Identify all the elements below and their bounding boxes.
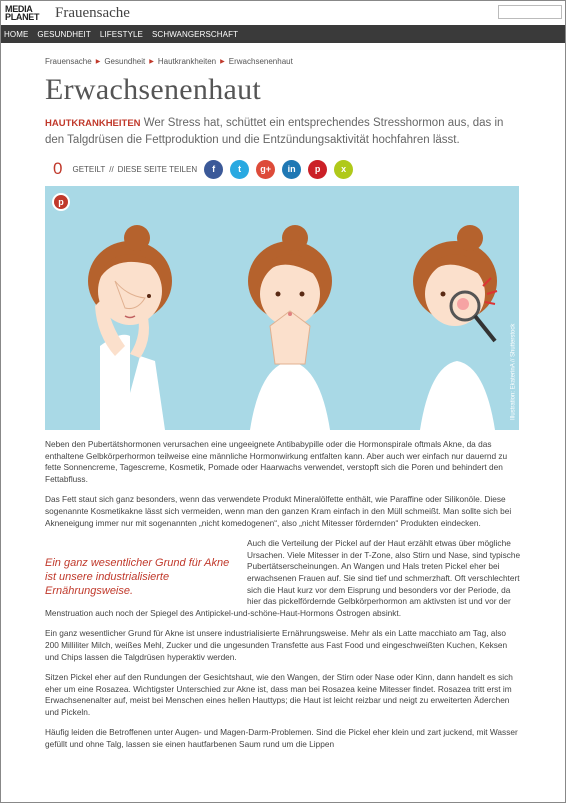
facebook-icon[interactable]: f <box>204 160 223 179</box>
site-name[interactable]: Frauensache <box>55 4 130 21</box>
acne-illustration <box>45 186 519 430</box>
breadcrumb-item[interactable]: Frauensache <box>45 56 92 66</box>
article-content <box>45 55 521 751</box>
article-paragraph: Neben den Pubertätshormonen verursachen eine ungeeignete Antibabypille oder die Hormonspirale oftmals Akne, da das enthaltene Gelbkörperhormon teilweise eine männliche Hormonwirkung entfalten kann. Aber auch wer einfach nur dauernd zu fette Sonnencreme, Tagescreme, Kosmetik, Pomade oder Haarwachs verwendet, verstopft sich die Poren und behindert den Fettabfluss. <box>45 439 508 484</box>
logo-line-1: MEDIA <box>5 4 33 14</box>
breadcrumb-item[interactable]: Gesundheit <box>104 56 146 66</box>
article-paragraph: Auch die Verteilung der Pickel auf der Haut erzählt etwas über mögliche Ursachen. Viele Mitesser in der T-Zone, also Stirn und Nase, sind typische Pubertätserscheinungen. An Wangen und Hals treten Pickel eher bei erwachsenen Frauen auf. Sie sind tief und schmerzhaft. Oft verschlechtert sich die Haut kurz vor dem Eisprung und besonders vor der Periode, da hier das pickelfördernde Gelbkörperhormon am aktivsten ist und vor der Menstruation auch noch der Spiegel des Antipickel-und-schöne-Haut-Hormons Östrogen absinkt. <box>45 538 521 618</box>
breadcrumb-item[interactable]: Hautkrankheiten <box>157 56 217 66</box>
xing-icon[interactable]: x <box>334 160 353 179</box>
breadcrumb <box>45 55 521 67</box>
article-paragraph: Häufig leiden die Betroffenen unter Augen- und Magen-Darm-Problemen. Sind die Pickel eher klein und zart juckend, mit Wasser gefüllt und ohne Talg, lassen sie einen hautfarbenen Saum rund um die Lippen <box>45 727 518 750</box>
article-paragraph: Sitzen Pickel eher auf den Rundungen der Gesichtshaut, wie den Wangen, der Stirn oder Nase oder Kinn, dann handelt es sich eher um eine Rosazea. Wichtigster Unterschied zur Akne ist, dass man bei Rosazea keine Mitesser findet. Rosazea tritt erst im Erwachsenenalter auf, meist bei Menschen eines hellen Hauttyps; die Haut ist leicht reizbar und neigt zu erweiterten Äderchen und Pickeln. <box>45 672 513 717</box>
category-kicker: HAUTKRANKHEITEN <box>45 118 141 129</box>
breadcrumb-arrow-icon: ▶ <box>220 58 225 65</box>
nav-item-schwangerschaft[interactable]: SCHWANGERSCHAFT <box>152 29 239 39</box>
share-page-label: DIESE SEITE TEILEN <box>117 164 198 174</box>
shared-label: GETEILT <box>72 164 106 174</box>
share-count: 0 <box>53 159 63 178</box>
page-title: Erwachsenenhaut <box>45 73 262 106</box>
mediaplanet-logo[interactable] <box>5 4 51 22</box>
search-input[interactable] <box>498 5 562 19</box>
article-paragraph: Das Fett staut sich ganz besonders, wenn das verwendete Produkt Mineralölfette enthält, wie Paraffine oder Silikonöle. Diese sogenannte Kosmetikakne lässt sich vermeiden, wenn man den ganzen Kram einfach in den Müll schmeißt. Man sollte sich bei Akneneigung immer nur mit sogenannten „nicht komedogenen“, also „nicht Mitesser fördernden“ Produkten eindecken. <box>45 494 512 528</box>
pinterest-icon[interactable]: p <box>52 193 70 211</box>
hero-illustration <box>45 186 519 430</box>
share-bar <box>45 158 521 180</box>
share-divider: // <box>109 164 114 174</box>
woman-figure-3 <box>413 225 497 430</box>
breadcrumb-item-current[interactable]: Erwachsenenhaut <box>228 56 293 66</box>
pinterest-icon[interactable]: p <box>308 160 327 179</box>
woman-figure-2 <box>248 225 332 430</box>
nav-item-gesundheit[interactable]: GESUNDHEIT <box>37 29 91 39</box>
article-paragraph: Ein ganz wesentlicher Grund für Akne ist unsere industrialisierte Ernährungsweise. Mehr als ein Latte macchiato am Tag, also 200 Milliliter Milch, weißes Mehl, Zucker und die ungesunden Transfette aus Fast Food und eingeschweißten Kuchen, Keksen und Chips lassen die Talgdrüsen hyperaktiv werden. <box>45 628 508 662</box>
lead-text: Wer Stress hat, schüttet ein entsprechendes Stresshormon aus, das in den Talgdrüsen die Fettproduktion und die Entzündungsaktivität hochfahren lässt. <box>45 117 504 146</box>
twitter-icon[interactable]: t <box>230 160 249 179</box>
google-plus-icon[interactable]: g+ <box>256 160 275 179</box>
nav-item-lifestyle[interactable]: LIFESTYLE <box>99 29 143 39</box>
main-nav <box>1 25 565 43</box>
image-credit: Illustration: EkaterinA // Shutterstock <box>510 323 516 420</box>
top-bar <box>1 1 565 25</box>
article-lead <box>45 115 521 148</box>
pull-quote: Ein ganz wesentlicher Grund für Akne ist unsere industrialisierte Ernährungsweise. <box>45 557 230 598</box>
woman-figure-1 <box>88 225 172 430</box>
breadcrumb-arrow-icon: ▶ <box>95 58 101 65</box>
breadcrumb-arrow-icon: ▶ <box>149 58 154 65</box>
linkedin-icon[interactable]: in <box>282 160 301 179</box>
nav-item-home[interactable]: HOME <box>4 29 29 39</box>
logo-line-2: PLANET <box>5 12 40 22</box>
paragraph-with-pull-quote <box>45 538 521 619</box>
